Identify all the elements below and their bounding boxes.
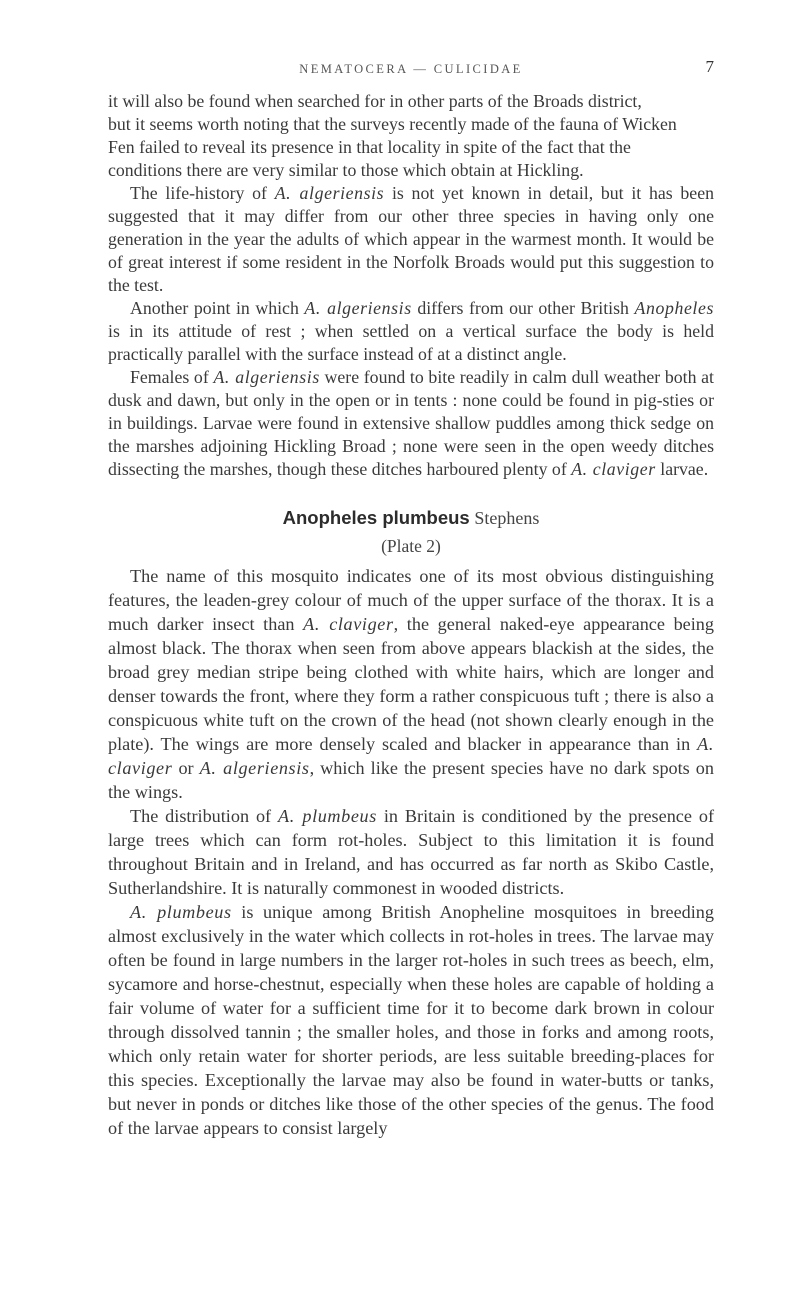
genus-italic: Anopheles xyxy=(634,298,714,318)
text-run: , which like the present species have no dark spots on the wings. xyxy=(108,758,714,802)
line-4: conditions there are very similar to those which obtain at Hickling. xyxy=(108,160,584,180)
text-run: is in its attitude of rest ; when settled on a vertical surface the body is held practically parallel with the surface instead of at a distinct angle. xyxy=(108,321,714,364)
paragraph-wicken-fen xyxy=(108,90,714,182)
species-author: Stephens xyxy=(474,508,540,528)
paragraph-breeding xyxy=(108,900,714,1140)
text-run: The life-history of xyxy=(130,183,275,203)
paragraph-resting-attitude xyxy=(108,297,714,366)
text-run: The name of this mosquito indicates one of its most obvious distinguishing features, the leaden-grey colour of much of the upper surface of the thorax. It is a much darker insect than xyxy=(108,566,714,634)
species-italic: A. claviger xyxy=(571,459,656,479)
line-2: but it seems worth noting that the surveys recently made of the fauna of Wicken xyxy=(108,114,677,134)
plate-reference: (Plate 2) xyxy=(381,536,441,556)
text-run: is not yet known in detail, but it has been suggested that it may differ from our other three species in having only one generation in the year the adults of which appear in the warmest month. It would be of great interest if some resident in the Norfolk Broads would put this suggestion to the test. xyxy=(108,183,714,295)
paragraph-biting-habits xyxy=(108,366,714,481)
species-italic: A. algeriensis xyxy=(199,758,310,778)
paragraph-life-history xyxy=(108,182,714,297)
text-run: is unique among British Anopheline mosquitoes in breeding almost exclusively in the water which collects in rot-holes in trees. The larvae may often be found in large numbers in the larger rot-holes in such trees as beech, elm, sycamore and horse-chestnut, especially when these holes are capable of holding a fair volume of water for a sufficient time for it to become dark brown in colour through dissolved tannin ; the smaller holes, and those in forks and among roots, which only retain water for shorter periods, are less suitable breeding-places for this species. Exceptionally the larvae may also be found in water-butts or tanks, but never in ponds or ditches like those of the other species of the genus. The food of the larvae appears to consist largely xyxy=(108,902,714,1138)
running-head xyxy=(108,0,714,90)
text-run: Another point in which xyxy=(130,298,305,318)
paragraph-distribution xyxy=(108,804,714,900)
text-run: The distribution of xyxy=(130,806,279,826)
species-italic: A. algeriensis xyxy=(213,367,320,387)
text-run: were found to bite readily in calm dull weather both at dusk and dawn, but only in the open or in tents : none could be found in pig-sties or in buildings. Larvae were found in extensive shallow puddles among thick sedge on the marshes adjoining Hickling Broad ; none were seen in the open weedy ditches dissecting the marshes, though these ditches harboured plenty of xyxy=(108,367,714,479)
paragraph-description xyxy=(108,564,714,804)
text-run: or xyxy=(172,758,200,778)
continued-section xyxy=(108,90,714,481)
plumbeus-section-text xyxy=(108,564,714,1140)
page-number: 7 xyxy=(705,57,714,76)
line-1: it will also be found when searched for in other parts of the Broads district, xyxy=(108,91,642,111)
species-italic: A. claviger xyxy=(108,734,714,778)
text-run: , the general naked-eye appearance being almost black. The thorax when seen from above appears blackish at the sides, the broad grey median stripe being clothed with white hairs, which are longer and denser towards the front, where they form a rather conspicuous tuft ; there is also a conspicuous white tuft on the crown of the head (not shown clearly enough in the plate). The wings are more densely scaled and blacker in appearance than in xyxy=(108,614,714,754)
text-run: larvae. xyxy=(655,459,709,479)
species-heading: Anopheles plumbeus xyxy=(282,507,470,528)
species-italic: A. claviger xyxy=(303,614,394,634)
species-italic: A. plumbeus xyxy=(130,902,232,922)
running-title: NEMATOCERA — CULICIDAE xyxy=(299,62,523,76)
section-heading xyxy=(108,506,714,531)
species-italic: A. plumbeus xyxy=(278,806,377,826)
text-run: Females of xyxy=(130,367,214,387)
book-page xyxy=(108,0,714,1140)
species-italic: A. algeriensis xyxy=(274,183,385,203)
text-run: in Britain is conditioned by the presence of large trees which can form rot-holes. Subject to this limitation it is found throughout Britain and in Ireland, and has occurred as far north as Skibo Castle, Sutherlandshire. It is naturally commonest in wooded districts. xyxy=(108,806,715,898)
text-run: differs from our other British xyxy=(411,298,635,318)
species-italic: A. algeriensis xyxy=(304,298,412,318)
line-3: Fen failed to reveal its presence in that locality in spite of the fact that the xyxy=(108,137,631,157)
